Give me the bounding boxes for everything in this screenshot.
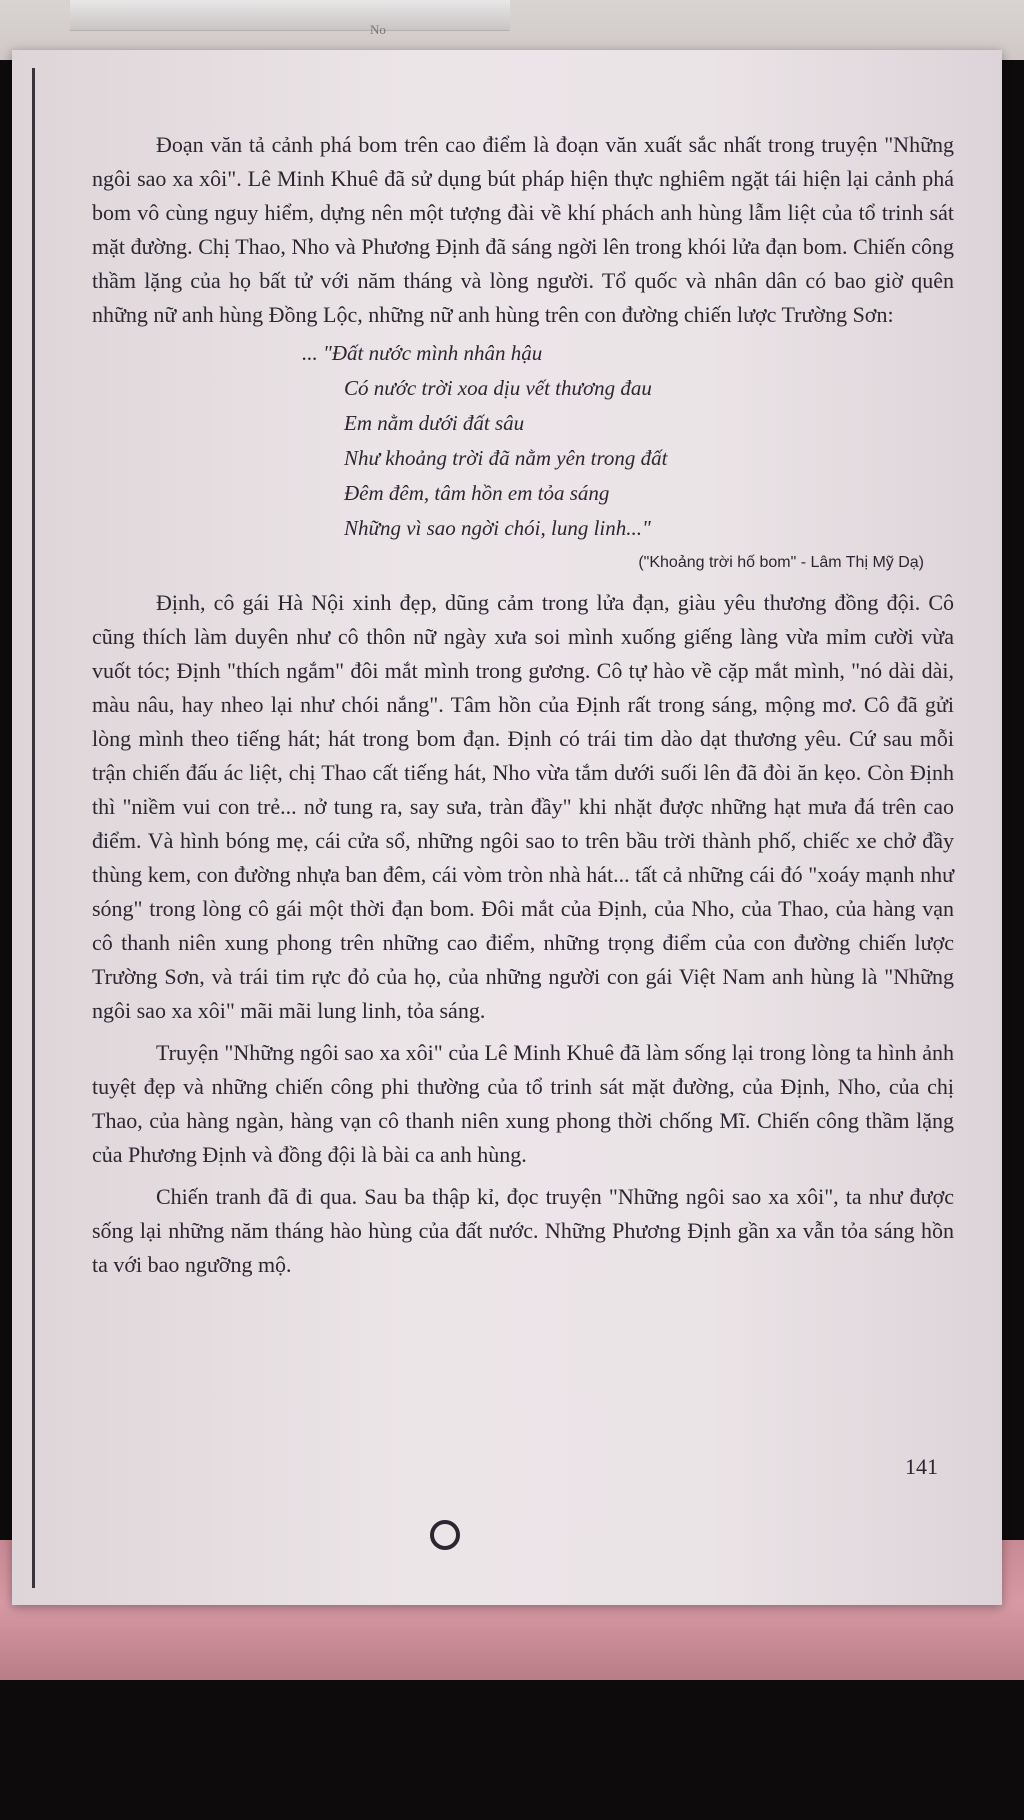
paragraph-3: Truyện "Những ngôi sao xa xôi" của Lê Minh Khuê đã làm sống lại trong lòng ta hình ảnh tuyệt đẹp và những chiến công phi thường của tổ trinh sát mặt đường, của Định, Nho, của chị Thao, của hàng ngàn, hàng vạn cô thanh niên xung phong thời chống Mĩ. Chiến công thầm lặng của Phương Định và đồng đội là bài ca anh hùng. xyxy=(92,1040,954,1167)
book-page xyxy=(12,50,1002,1605)
poem-line: ... "Đất nước mình nhân hậu xyxy=(302,341,543,365)
paragraph-1: Đoạn văn tả cảnh phá bom trên cao điểm là đoạn văn xuất sắc nhất trong truyện "Những ngôi sao xa xôi". Lê Minh Khuê đã sử dụng bút pháp hiện thực nghiêm ngặt tái hiện lại cảnh phá bom vô cùng nguy hiểm, dựng nên một tượng đài về khí phách anh hùng lẫm liệt của tổ trinh sát mặt đường. Chị Thao, Nho và Phương Định đã sáng ngời lên trong khói lửa đạn bom. Chiến công thầm lặng của họ bất tử với năm tháng và lòng người. Tổ quốc và nhân dân có bao giờ quên những nữ anh hùng Đồng Lộc, những nữ anh hùng trên con đường chiến lược Trường Sơn: xyxy=(92,132,954,327)
poem-line: Như khoảng trời đã nằm yên trong đất xyxy=(344,446,668,470)
poem-line: Em nằm dưới đất sâu xyxy=(344,411,525,435)
poem-line: Có nước trời xoa dịu vết thương đau xyxy=(344,376,652,400)
tape-strip xyxy=(70,0,510,31)
paragraph-2: Định, cô gái Hà Nội xinh đẹp, dũng cảm trong lửa đạn, giàu yêu thương đồng đội. Cô cũng thích làm duyên như cô thôn nữ ngày xưa soi mình xuống giếng làng vừa mỉm cười vừa vuốt tóc; Định "thích ngắm" đôi mắt mình trong gương. Cô tự hào về cặp mắt mình, "nó dài dài, màu nâu, hay nheo lại như chói nắng". Tâm hồn của Định rất trong sáng, mộng mơ. Cô đã gửi lòng mình theo tiếng hát; hát trong bom đạn. Định có trái tim dào dạt thương yêu. Cứ sau mỗi trận chiến đấu ác liệt, chị Thao cất tiếng hát, Nho vừa tắm dưới suối lên đã đòi ăn kẹo. Còn Định thì "niềm vui con trẻ... nở tung ra, say sưa, tràn đầy" khi nhặt được những hạt mưa đá trên cao điểm. Và hình bóng mẹ, cái cửa sổ, những ngôi sao to trên bầu trời thành phố, chiếc xe chở đầy thùng kem, con đường nhựa ban đêm, cái vòm tròn nhà hát... tất cả những cái đó "xoáy mạnh như sóng" trong lòng cô gái một thời đạn bom. Đôi mắt của Định, của Nho, của Thao, của hàng vạn cô thanh niên xung phong trên những cao điểm, những trọng điểm của con đường chiến lược Trường Sơn, và trái tim rực đỏ của họ, của những người con gái Việt Nam anh hùng là "Những ngôi sao xa xôi" mãi mãi lung linh, tỏa sáng. xyxy=(92,590,954,1023)
poem xyxy=(302,336,954,546)
paragraph-4: Chiến tranh đã đi qua. Sau ba thập kỉ, đọc truyện "Những ngôi sao xa xôi", ta như được sống lại những năm tháng hào hùng của đất nước. Những Phương Định gần xa vẫn tỏa sáng hồn ta với bao ngưỡng mộ. xyxy=(92,1184,954,1277)
poem-source: ("Khoảng trời hố bom" - Lâm Thị Mỹ Dạ) xyxy=(638,554,924,571)
poem-line: Những vì sao ngời chói, lung linh..." xyxy=(344,516,651,540)
top-mark: No xyxy=(370,22,386,37)
page-margin-line xyxy=(32,68,35,1588)
page-number: 141 xyxy=(905,1454,938,1479)
poem-line: Đêm đêm, tâm hồn em tỏa sáng xyxy=(344,481,610,505)
page-text xyxy=(92,128,954,1282)
circle-mark-icon xyxy=(430,1520,460,1550)
